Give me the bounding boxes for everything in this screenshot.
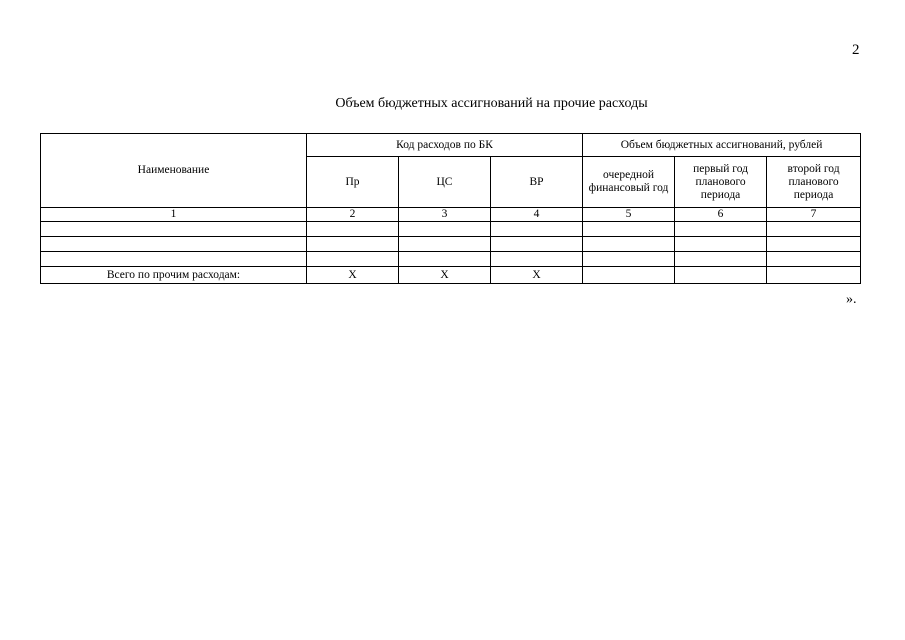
table-cell <box>41 237 307 252</box>
table-cell <box>41 252 307 267</box>
header-name: Наименование <box>41 134 307 208</box>
column-number: 3 <box>399 208 491 222</box>
table-row <box>41 237 861 252</box>
table-cell <box>767 237 861 252</box>
table-cell <box>767 252 861 267</box>
table-cell <box>307 222 399 237</box>
total-cell-pr: Х <box>307 267 399 284</box>
header-first-plan-year: первый год планового периода <box>675 157 767 208</box>
header-pr: Пр <box>307 157 399 208</box>
header-code-group: Код расходов по БК <box>307 134 583 157</box>
table-row <box>41 252 861 267</box>
total-cell-current-year <box>583 267 675 284</box>
column-number: 2 <box>307 208 399 222</box>
header-second-plan-year: второй год планового периода <box>767 157 861 208</box>
total-cell-second-plan-year <box>767 267 861 284</box>
table-cell <box>41 222 307 237</box>
column-number: 1 <box>41 208 307 222</box>
total-cell-first-plan-year <box>675 267 767 284</box>
table-cell <box>399 237 491 252</box>
table-cell <box>675 237 767 252</box>
table-cell <box>399 252 491 267</box>
header-amount-group: Объем бюджетных ассигнований, рублей <box>583 134 861 157</box>
total-label: Всего по прочим расходам: <box>41 267 307 284</box>
table-cell <box>583 222 675 237</box>
table-cell <box>307 237 399 252</box>
header-cs: ЦС <box>399 157 491 208</box>
column-number: 6 <box>675 208 767 222</box>
total-cell-cs: Х <box>399 267 491 284</box>
column-number: 7 <box>767 208 861 222</box>
closing-quote-mark: ». <box>846 292 857 307</box>
table-cell <box>767 222 861 237</box>
table-cell <box>491 252 583 267</box>
table-cell <box>491 222 583 237</box>
document-title <box>0 96 905 112</box>
header-current-year: очередной финансовый год <box>583 157 675 208</box>
total-row <box>41 267 861 284</box>
column-number: 5 <box>583 208 675 222</box>
table-cell <box>583 237 675 252</box>
page-number: 2 <box>852 42 860 58</box>
table-cell <box>399 222 491 237</box>
table-cell <box>675 252 767 267</box>
table-cell <box>675 222 767 237</box>
table-cell <box>491 237 583 252</box>
allocations-table <box>40 133 861 284</box>
table-cell <box>583 252 675 267</box>
table-cell <box>307 252 399 267</box>
title-text: Объем бюджетных ассигнований на прочие расходы <box>335 96 648 111</box>
table-row <box>41 222 861 237</box>
header-vr: ВР <box>491 157 583 208</box>
column-number-row <box>41 208 861 222</box>
column-number: 4 <box>491 208 583 222</box>
total-cell-vr: Х <box>491 267 583 284</box>
